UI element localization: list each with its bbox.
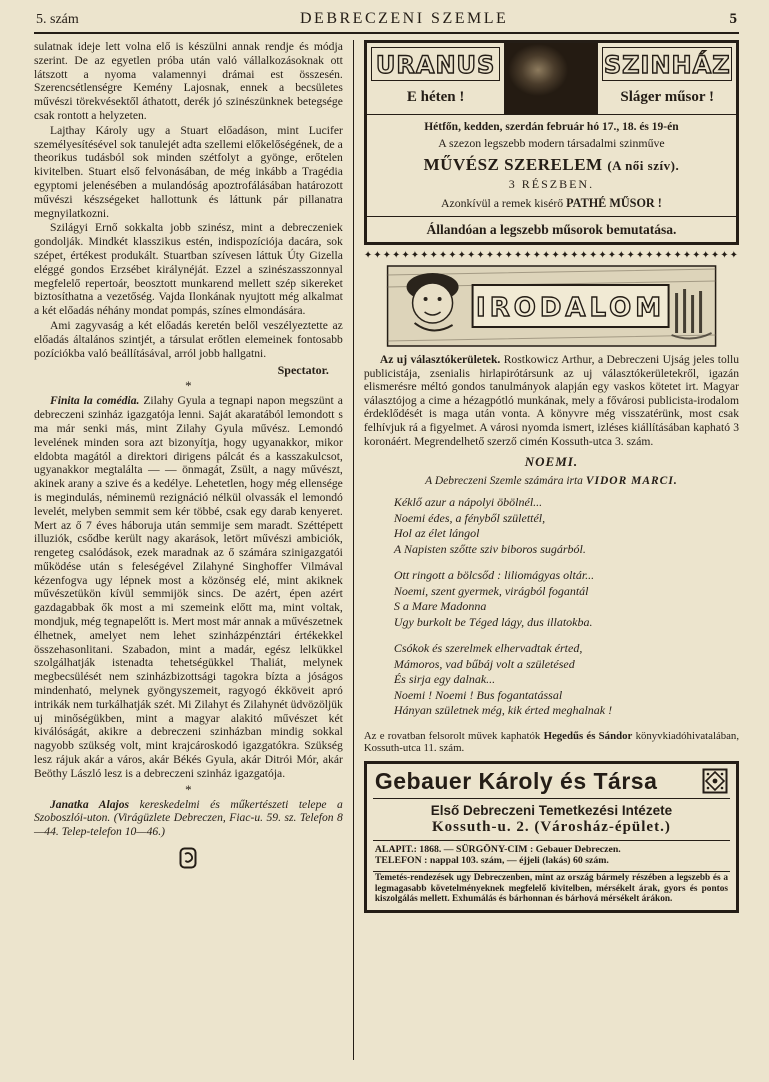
uranus-title-right: SZINHÁZ [602, 47, 732, 81]
poem-line: Noemi édes, a fényből születtél, [393, 510, 546, 525]
notice-body: kereskedelmi és műkertészeti telepe a Szoboszlói-uton. (Virágüzlete Debreczen, Fiac-u. 59. sz. Telefon 8—44. Telep-telefon 10—46.) [34, 797, 343, 839]
paragraph-lead: Finita la comédia. [50, 394, 140, 408]
article-paragraph: Ami zagyvaság a két előadás keretén belől veszélyeztette az előadás általános szintjét, a társulat erőtlen elemeinek fontosabb pozíciókba való beállításával, arról jobb hallgatni. [34, 318, 343, 360]
poem-stanza [394, 495, 739, 557]
newspaper-title: DEBRECZENI SZEMLE [300, 10, 509, 27]
gebauer-ad [364, 761, 739, 913]
gebauer-founded-line: ALAPIT.: 1868. — SÜRGÖNY-CIM : Gebauer Debreczen. [374, 843, 621, 855]
poem-author: VIDOR MARCI. [585, 475, 678, 488]
gebauer-emblem-icon [702, 768, 728, 794]
page-number: 5 [729, 11, 737, 27]
publisher-name: Hegedűs és Sándor [543, 729, 633, 742]
article-paragraph: sulatnak ideje lett volna elő is készülni annak rendje és módja szerint. De az egyetlen próba után való vállalkozásoknak ott látszott a nyoma valamennyi drámai est összesén. Szerencsétlenségre Kemény Lajosnak, ennek a becsületes művészi törekvésektől áthatott, derék jó szinészünknek betegsége csak rontott a helyzeten. [34, 40, 343, 122]
uranus-program [367, 115, 736, 217]
poem-line: S a Mare Madonna [393, 599, 487, 614]
notice-lead: Janatka Alajos [50, 797, 130, 811]
columns [34, 40, 739, 1060]
uranus-dates: Hétfőn, kedden, szerdán február hó 17., 18. és 19-én [424, 121, 679, 133]
gebauer-address: Kossuth-u. 2. (Városház-épület.) [373, 819, 730, 841]
diamond-separator: ✦✦✦✦✦✦✦✦✦✦✦✦✦✦✦✦✦✦✦✦✦✦✦✦✦✦✦✦✦✦✦✦✦✦✦✦✦✦✦✦ [363, 250, 739, 261]
article-lead: Az uj választókerületek. [379, 353, 501, 366]
poem-stanza [394, 641, 739, 719]
poem-line: Ott ringott a bölcsőd : liliomágyas oltár... [393, 568, 595, 583]
uranus-week-label: E héten ! [406, 89, 465, 105]
poem-line: Ugy burkolt be Téged lágy, dus illatokba. [393, 614, 593, 629]
gebauer-subtitle: Első Debreczeni Temetkezési Intézete [430, 802, 673, 818]
uranus-title-left: URANUS [371, 47, 501, 81]
printers-mark-icon [179, 847, 197, 869]
printers-mark-wrap [34, 847, 343, 874]
uranus-season-line: A szezon legszebb modern társadalmi szinműve [438, 136, 665, 150]
gebauer-title: Gebauer Károly és Társa [374, 767, 658, 794]
uranus-ad [364, 40, 739, 245]
poem-line: Noemi ! Noemi ! Bus fogantatással [393, 687, 563, 702]
poem-line: Csókok és szerelmek elhervadtak érted, [393, 641, 583, 656]
right-column [354, 40, 739, 1060]
irodalom-banner-text: IRODALOM [475, 293, 665, 323]
paragraph-body: Zilahy Gyula a tegnapi napon megszünt a debreczeni szinház igazgatója lenni. Saját akaratából lemondott s ma már senki más, mint Zilahy Gyula művész. Lemondó levelének minden sora azt bizonyítja, hogy ugyanakkor, mikor eldobta magától a direktori dirigens pálcát és a kasszakulcsot, ugyanakkor megtalálta — — önmagát, Zsült, a nagy művészt, akinek arany a szive és a kedélye. Lehetetlen, hogy még ellensége is megindulás, néminemü rezignáció nélkül olvassák el lemondó levelét, melyben semmit sem kér többé, csak egy darab kenyeret. Mert az ő 7 éves háboruja után semmije sem maradt. Széttépett illuziók, csődbe került nagy akarások, letört művészi ambiciók, rengeteg csalódások, ezek maradnak az ő számára szinigazgatói működése után s feleségével Zilahyné Singhoffer Vilmával kézenfogva ugy lépnek most a közönség elé, mint akiknek művészetükön kívül semmijök sincs. De azért, épen azért gazdagabbak ők most a mi szemeink előtt ma, mint voltak, mondjuk, még tegnapelőtt is. Mert most már annak a művészetnek élhetnek, amelyet nem lehet szinházpénztári értékekkel összehasonlitani. Szabadon, mint a madár, egész lelkükkel szolgálhatják istenadta tehetségükkel Thaliát, melynek megbecsülését nem szinházbizottsági tagokra bízta a jóságos mindenható, melynek gyöngyszemeit, ragyogó ékköveit apró intrikák nem turkálhatják szét. Mi Zilahyt és Zilahynét üdvözöljük uj minőségükben, mint a magyar alakitó művészet két kiválóságát, akikre a debreczeni szinházban mindig sokkal nagyobb szükség volt, mint krajcároskodó igazgatókra. Szükség lesz rájuk akár a város, akár Békés Gyula, akár Ditrói Mór, akár Beöthy László lesz is a debreczeni szinház igazgatója. [34, 394, 343, 780]
poem-stanza [394, 568, 739, 630]
section-separator: * [185, 378, 192, 394]
poem-line: Kéklő azur a nápolyi öbölnél... [393, 495, 543, 510]
article-paragraph-finita [34, 394, 343, 780]
irodalom-banner [364, 265, 739, 347]
section-separator: * [185, 781, 192, 797]
uranus-slager-label: Sláger műsor ! [620, 89, 715, 105]
uranus-photo [504, 43, 598, 114]
uranus-pathe-bold: PATHÉ MŰSOR ! [566, 196, 662, 210]
uranus-parts: 3 RÉSZBEN. [508, 177, 595, 191]
poem-line: Hol az élet lángol [393, 526, 480, 541]
poem-line: És sirja egy dalnak... [393, 672, 496, 687]
uranus-film-title: MŰVÉSZ SZERELEM (A női szív). [423, 155, 680, 174]
poem-line: Hányan születnek még, kik érted meghalnak ! [393, 703, 613, 718]
uranus-pathe-line: Azonkívül a remek kisérő PATHÉ MŰSOR ! [440, 196, 662, 210]
janatka-notice [34, 798, 343, 839]
poem-title: NOEMI. [524, 454, 579, 470]
irodalom-illustration [364, 265, 739, 347]
valaszto-article [364, 353, 739, 448]
left-column [34, 40, 354, 1060]
gebauer-telefon-line: TELEFON : nappal 103. szám, — éjjeli (lakás) 60 szám. [374, 855, 609, 867]
uranus-film-note: (A női szív). [607, 158, 680, 173]
gebauer-body: Temetés-rendezések ugy Debreczenben, mint az ország bármely részében a legszebb és a legmagasabb követelményeknek megfelelő kivitelben, mérsékelt árak, gyors és pontos kiszolgálás mellett. Exhumálás és bárhonnan és bárhová mérsékelt árákon. [374, 872, 728, 905]
issue-number: 5. szám [36, 12, 79, 27]
article-signature: Spectator. [277, 363, 329, 378]
uranus-footer: Állandóan a legszebb műsorok bemutatása. [426, 222, 677, 237]
masthead [34, 8, 739, 34]
uranus-ad-header [367, 43, 736, 115]
article-paragraph: Szilágyi Ernő sokkalta jobb szinész, mint a debreczeniek gondolják. Mindkét klasszikus estén, indispozíciója dacára, sok szépet, értékest produkált. Stuartban szívesen láttuk Úty Gizella eléggé gondos Erzsébet királynéját. Ezzel a szinészasszonnyal megfelelő repertoár, beosztott munkarend mellett szép sikereket biztosíthatna a vezetőség. Vajda Ilonkának nyujtott még alkalmat a két előadás néhány mondat pompás, színes elmondására. [34, 221, 343, 318]
article-paragraph: Lajthay Károly ugy a Stuart előadáson, mint Lucifer személyesítésével sok tanulejét adta szellemi előkelőségének, de a theorikus tudásból sok minden szétfolyt a gyönge, erőtelen kivitelben. Stuart első felvonásában, de még inkább a Tragédia egyptomi jelenésében a mulandóság apoztrofálásában határozott művészi készségeket hallottunk és láttunk pár pillanatra megnyilatkozni. [34, 123, 343, 220]
books-note: Az e rovatban felsorolt művek kaphatók Hegedűs és Sándor könyvkiadóhivatalában, Kossuth-utca 11. szám. [363, 729, 740, 755]
poem-line: Mámoros, vad bűbáj volt a születésed [393, 656, 575, 671]
poem-byline: A Debreczeni Szemle számára irta VIDOR MARCI. [425, 475, 678, 488]
poem-line: Noemi, szent gyermek, virágból fogantál [393, 583, 589, 598]
poem-line: A Napisten szőtte sziv biboros sugárból. [393, 541, 586, 556]
article-body: Rostkowicz Arthur, a Debreczeni Ujság jeles tollu publicistája, zsenialis hirlapirótársunk az uj választókerületekről, igazán elismerésre méltó gondos tanulmányok alapján egy vaskos kötetet irt. Magyar választójog a cime a hézagpótló munkának, mely a fővárosi publicista-irodalom érdeklődését is maga után vonta. A könyvre még visszatérünk, most csak felhívjuk rá a figyelmet. A városi nyomda ismert, izléses kiállításában kapható 3 koronáért. Megrendelhető szerző cimén Kossuth-utca 3. szám. [363, 353, 739, 448]
